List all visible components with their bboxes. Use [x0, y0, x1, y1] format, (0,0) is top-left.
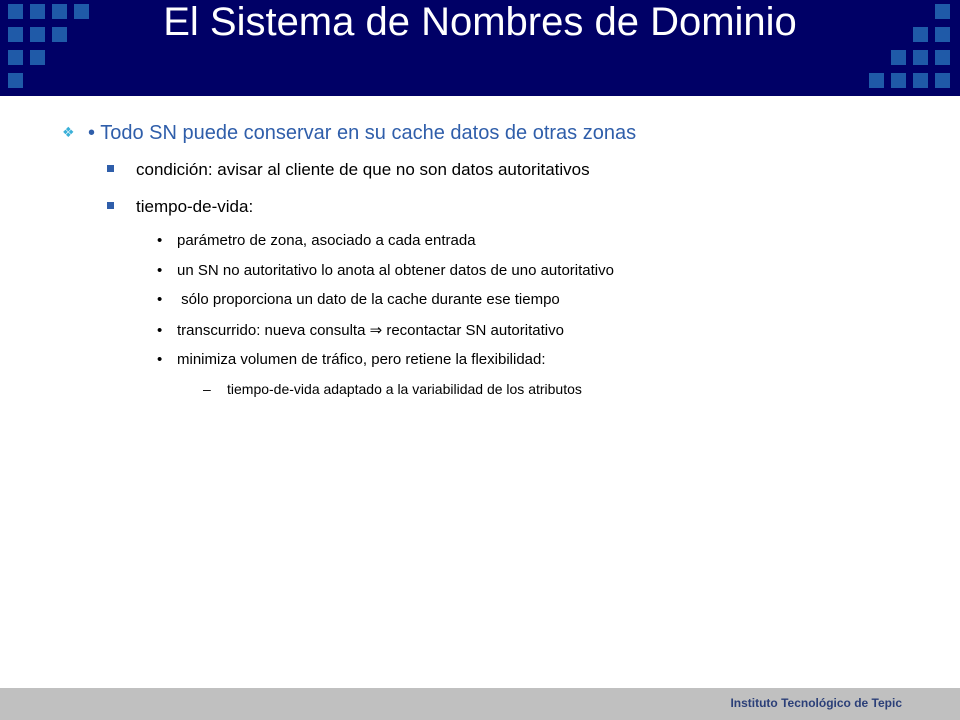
bullet-level1-text: • Todo SN puede conservar en su cache datos de otras zonas — [88, 122, 637, 144]
decor-square — [30, 4, 45, 19]
bullet-level3 — [157, 291, 560, 308]
decor-square — [869, 73, 884, 88]
footer-institution: Instituto Tecnológico de Tepic — [730, 696, 902, 710]
dot-bullet-icon: • — [157, 232, 163, 249]
bullet-level3 — [157, 321, 564, 339]
bullet-level4-text: tiempo-de-vida adaptado a la variabilidad de los atributos — [227, 381, 582, 397]
dot-bullet-icon: • — [157, 351, 163, 368]
decor-square — [30, 50, 45, 65]
bullet-level3 — [157, 262, 614, 279]
bullet-level1 — [62, 122, 636, 145]
decor-square — [52, 27, 67, 42]
square-bullet-icon — [107, 165, 114, 172]
bullet-level2 — [107, 160, 590, 180]
bullet-level3-text: transcurrido: nueva consulta ⇒ recontactar SN autoritativo — [177, 322, 564, 339]
decor-square — [891, 50, 906, 65]
decor-square — [935, 27, 950, 42]
decor-square — [891, 73, 906, 88]
bullet-level4 — [203, 381, 582, 397]
title-bar — [0, 0, 960, 96]
dash-bullet-icon: – — [203, 381, 211, 397]
decor-square — [30, 27, 45, 42]
footer-bar — [0, 688, 960, 720]
decor-square — [8, 4, 23, 19]
decor-square — [8, 73, 23, 88]
bullet-level3-text: sólo proporciona un dato de la cache durante ese tiempo — [177, 291, 560, 308]
slide-title: El Sistema de Nombres de Dominio — [163, 0, 797, 44]
dot-bullet-icon: • — [157, 262, 163, 279]
decor-square — [913, 73, 928, 88]
decor-square — [935, 50, 950, 65]
bullet-level3 — [157, 232, 476, 249]
decor-square — [935, 73, 950, 88]
diamond-bullet-icon: ❖ — [62, 124, 75, 140]
bullet-level2-text: condición: avisar al cliente de que no son datos autoritativos — [136, 160, 590, 179]
bullet-level3-text: minimiza volumen de tráfico, pero retiene la flexibilidad: — [177, 351, 546, 368]
decor-square — [913, 27, 928, 42]
bullet-level2 — [107, 197, 253, 217]
bullet-level3 — [157, 351, 546, 368]
square-bullet-icon — [107, 202, 114, 209]
decor-square — [74, 4, 89, 19]
decor-square — [8, 50, 23, 65]
dot-bullet-icon: • — [157, 322, 163, 339]
decor-square — [52, 4, 67, 19]
decor-square — [935, 4, 950, 19]
decor-square — [8, 27, 23, 42]
decor-square — [913, 50, 928, 65]
bullet-level3-text: un SN no autoritativo lo anota al obtener datos de uno autoritativo — [177, 262, 614, 279]
bullet-level2-text: tiempo-de-vida: — [136, 197, 254, 216]
dot-bullet-icon: • — [157, 291, 163, 308]
bullet-level3-text: parámetro de zona, asociado a cada entrada — [177, 232, 476, 249]
